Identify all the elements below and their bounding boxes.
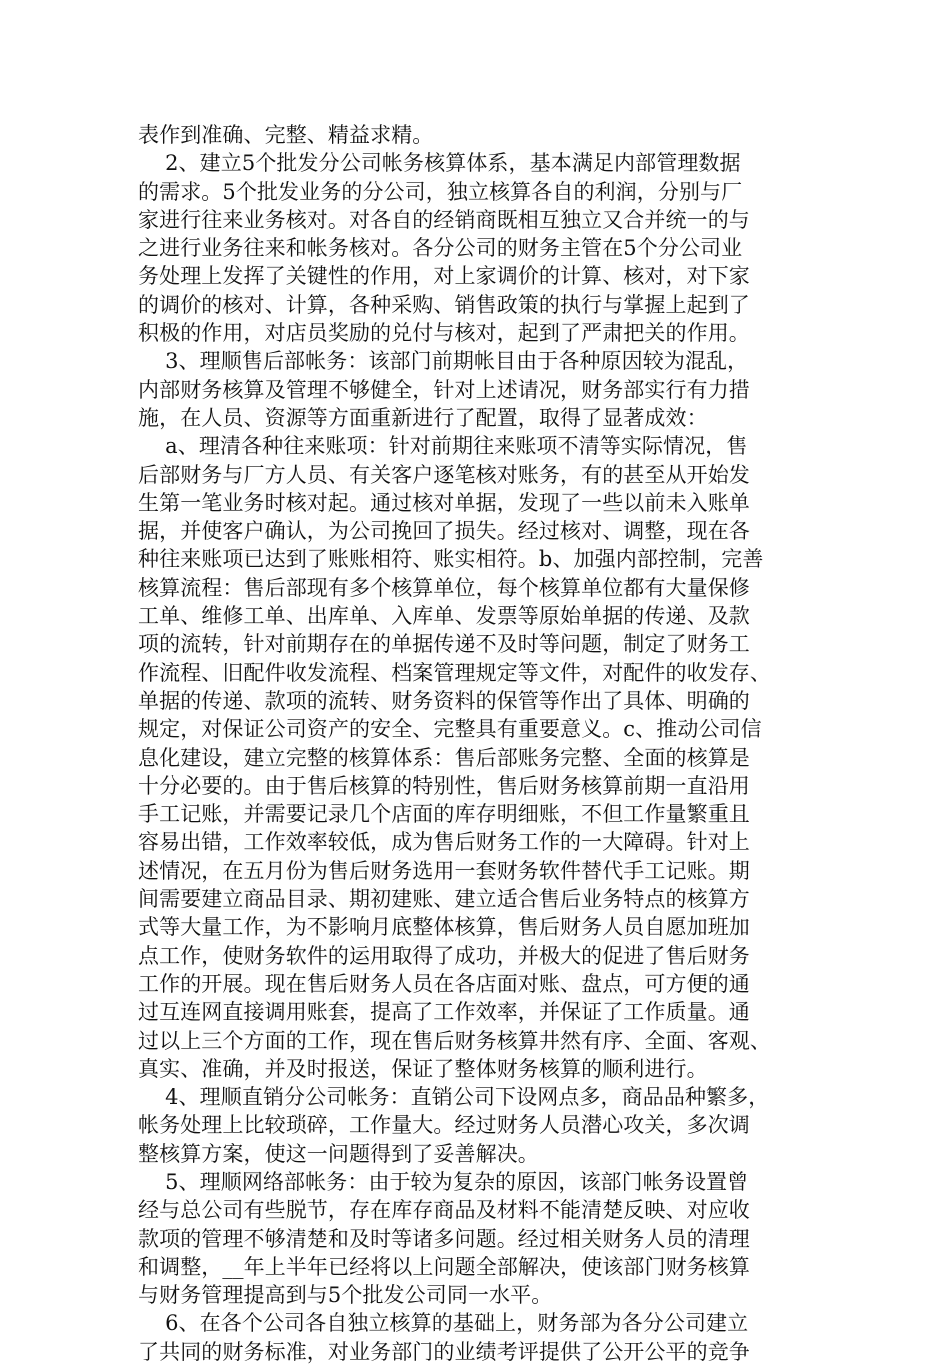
text-line: 之进行业务往来和帐务核对。各分公司的财务主管在5个分公司业	[138, 236, 743, 261]
text-line: 述情况，在五月份为售后财务选用一套财务软件替代手工记账。期	[138, 858, 750, 883]
text-line: 手工记账，并需要记录几个店面的库存明细账，不但工作量繁重且	[138, 802, 750, 827]
text-line: 十分必要的。由于售后核算的特别性，售后财务核算前期一直沿用	[138, 773, 750, 798]
text-line: 4、理顺直销分公司帐务：直销公司下设网点多，商品品种繁多，	[138, 1085, 770, 1110]
text-line: 生第一笔业务时核对起。通过核对单据，发现了一些以前未入账单	[138, 490, 750, 515]
text-line: 工作的开展。现在售后财务人员在各店面对账、盘点，可方便的通	[138, 971, 750, 996]
text-line: 作流程、旧配件收发流程、档案管理规定等文件，对配件的收发存、	[138, 660, 771, 685]
text-line: 种往来账项已达到了账账相符、账实相符。b、加强内部控制，完善	[138, 547, 764, 572]
text-line: 过以上三个方面的工作，现在售后财务核算井然有序、全面、客观、	[138, 1028, 771, 1053]
text-line: 核算流程：售后部现有多个核算单位，每个核算单位都有大量保修	[138, 575, 750, 600]
text-line: 的调价的核对、计算，各种采购、销售政策的执行与掌握上起到了	[138, 292, 750, 317]
text-line: 与财务管理提高到与5个批发公司同一水平。	[138, 1283, 553, 1308]
text-line: 经与总公司有些脱节，存在库存商品及材料不能清楚反映、对应收	[138, 1198, 750, 1223]
text-line: 规定，对保证公司资产的安全、完整具有重要意义。c、推动公司信	[138, 717, 762, 742]
text-line: 6、在各个公司各自独立核算的基础上，财务部为各分公司建立	[138, 1311, 749, 1336]
text-line: 的需求。5个批发业务的分公司，独立核算各自的利润，分别与厂	[138, 179, 743, 204]
text-line: 2、建立5个批发分公司帐务核算体系，基本满足内部管理数据	[138, 151, 741, 176]
body-text	[138, 121, 828, 1366]
text-line: 容易出错，工作效率较低，成为售后财务工作的一大障碍。针对上	[138, 830, 750, 855]
text-line: 和调整，__年上半年已经将以上问题全部解决，使该部门财务核算	[138, 1254, 750, 1279]
text-line: 施，在人员、资源等方面重新进行了配置，取得了显著成效：	[138, 405, 708, 430]
text-line: 内部财务核算及管理不够健全，针对上述请况，财务部实行有力措	[138, 377, 750, 402]
text-line: 款项的管理不够清楚和及时等诸多问题。经过相关财务人员的清理	[138, 1226, 750, 1251]
text-line: 据，并使客户确认，为公司挽回了损失。经过核对、调整，现在各	[138, 519, 750, 544]
text-line: 真实、准确，并及时报送，保证了整体财务核算的顺利进行。	[138, 1056, 708, 1081]
text-line: 点工作，使财务软件的运用取得了成功，并极大的促进了售后财务	[138, 943, 750, 968]
text-line: 项的流转，针对前期存在的单据传递不及时等问题，制定了财务工	[138, 632, 750, 657]
text-line: 工单、维修工单、出库单、入库单、发票等原始单据的传递、及款	[138, 604, 750, 629]
text-line: 帐务处理上比较琐碎，工作量大。经过财务人员潜心攻关，多次调	[138, 1113, 750, 1138]
text-line: 积极的作用，对店员奖励的兑付与核对，起到了严肃把关的作用。	[138, 321, 750, 346]
text-line: 后部财务与厂方人员、有关客户逐笔核对账务，有的甚至从开始发	[138, 462, 750, 487]
text-line: a、理清各种往来账项：针对前期往来账项不清等实际情况，售	[138, 434, 748, 459]
text-line: 间需要建立商品目录、期初建账、建立适合售后业务特点的核算方	[138, 887, 750, 912]
text-line: 整核算方案，使这一问题得到了妥善解决。	[138, 1141, 539, 1166]
text-line: 务处理上发挥了关键性的作用，对上家调价的计算、核对，对下家	[138, 264, 750, 289]
text-line: 式等大量工作，为不影响月底整体核算，售后财务人员自愿加班加	[138, 915, 750, 940]
text-line: 息化建设，建立完整的核算体系：售后部账务完整、全面的核算是	[138, 745, 750, 770]
text-line: 单据的传递、款项的流转、财务资料的保管等作出了具体、明确的	[138, 688, 750, 713]
text-line: 3、理顺售后部帐务：该部门前期帐目由于各种原因较为混乱，	[138, 349, 749, 374]
text-line: 过互连网直接调用账套，提高了工作效率，并保证了工作质量。通	[138, 1000, 750, 1025]
text-line: 5、理顺网络部帐务：由于较为复杂的原因，该部门帐务设置曾	[138, 1169, 749, 1194]
text-line: 了共同的财务标准，对业务部门的业绩考评提供了公开公平的竞争	[138, 1339, 750, 1364]
text-line: 表作到准确、完整、精益求精。	[138, 123, 434, 147]
text-line: 家进行往来业务核对。对各自的经销商既相互独立又合并统一的与	[138, 207, 750, 232]
